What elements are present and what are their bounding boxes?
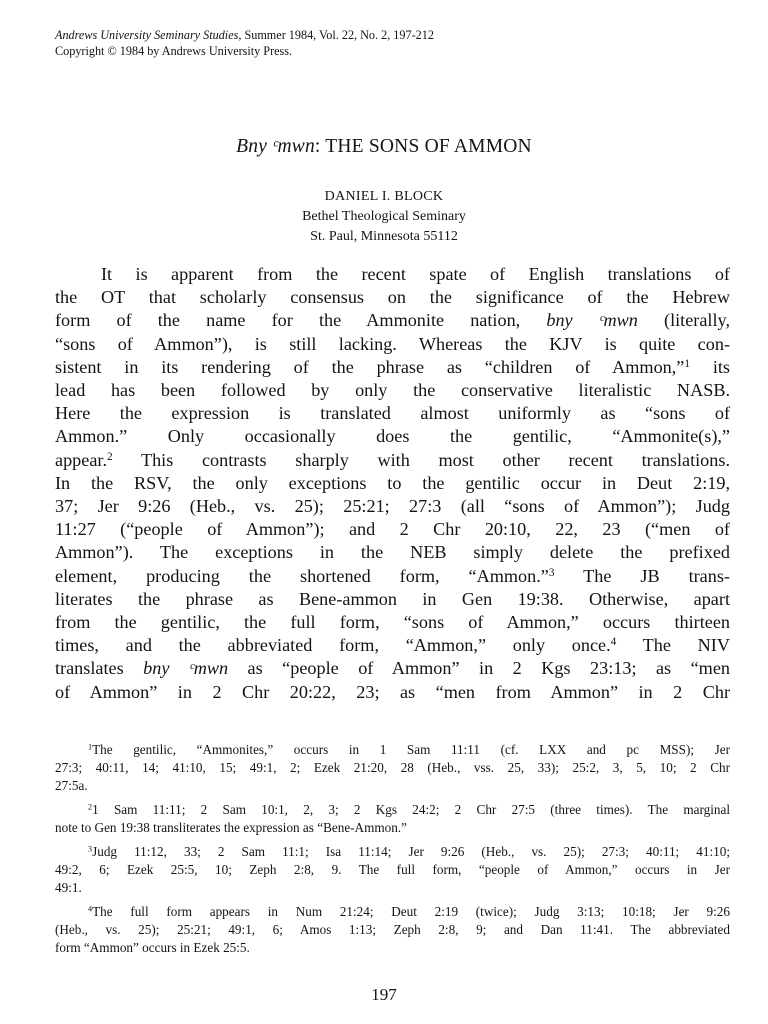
journal-issue: Summer 1984, Vol. 22, No. 2, 197-212 xyxy=(241,28,434,42)
transliteration: bny ᶜmwn xyxy=(546,310,638,331)
footnote-1 xyxy=(55,741,730,795)
body-line: In the RSV, the only exceptions to the gentilic occur in Deut 2:19, xyxy=(55,472,730,493)
footnote-line: (Heb., vs. 25); 25:21; 49:1, 6; Amos 1:13; Zeph 2:8, 9; and Dan 11:41. The abbreviated xyxy=(55,922,730,937)
body-text-run: This contrasts sharply with most other recent translations. xyxy=(112,449,730,470)
footnote-line xyxy=(55,801,730,819)
body-line: Ammon”). The exceptions in the NEB simply delete the prefixed xyxy=(55,542,730,563)
author-name: DANIEL I. BLOCK xyxy=(324,189,444,204)
footnote-number: 1 xyxy=(88,742,93,752)
journal-name: Andrews University Seminary Studies, xyxy=(55,28,242,42)
footnote-text: 1 Sam 11:11; 2 Sam 10:1, 2, 3; 2 Kgs 24:2; 2 Chr 27:5 (three times). The marginal xyxy=(92,802,730,817)
footnote-line: form “Ammon” occurs in Ezek 25:5. xyxy=(55,940,250,955)
footnote-line: 27:5a. xyxy=(55,778,88,793)
footnote-text: The gentilic, “Ammonites,” occurs in 1 Sam 11:11 (cf. LXX and pc MSS); Jer xyxy=(92,742,730,757)
body-line: lead has been followed by only the conservative literalistic NASB. xyxy=(55,380,730,401)
footnote-ref: 2 xyxy=(107,450,113,463)
footnote-line xyxy=(55,741,730,759)
transliteration: bny ᶜmwn xyxy=(143,658,229,679)
article-title xyxy=(0,136,768,158)
body-line: Ammon.” Only occasionally does the gentilic, “Ammonite(s),” xyxy=(55,426,730,447)
body-line: Here the expression is translated almost uniformly as “sons of xyxy=(55,403,730,424)
body-text-run: (literally, xyxy=(637,310,730,331)
body-text-run: The NIV xyxy=(616,635,730,656)
footnote-number: 2 xyxy=(88,802,93,812)
body-text-run: element, producing the shortened form, “Ammon.” xyxy=(55,565,549,586)
page-number: 197 xyxy=(371,985,397,1004)
author-block xyxy=(0,187,768,247)
body-line: literates the phrase as Bene-ammon in Gen 19:38. Otherwise, apart xyxy=(55,588,730,609)
body-text-run: translates xyxy=(55,658,124,679)
body-text-run: sistent in its rendering of the phrase as “children of Ammon,” xyxy=(55,356,685,377)
journal-header xyxy=(55,27,434,59)
footnote-line: 49:1. xyxy=(55,880,82,895)
body-text-run: times, and the abbreviated form, “Ammon,” only once. xyxy=(55,635,611,656)
body-line: 11:27 (“people of Ammon”); and 2 Chr 20:10, 22, 23 (“men of xyxy=(55,519,730,540)
footnote-line: note to Gen 19:38 transliterates the expression as “Bene-Ammon.” xyxy=(55,820,407,835)
body-text-run: form of the name for the Ammonite nation, xyxy=(55,310,521,331)
title-colon: : xyxy=(314,136,326,157)
footnote-3 xyxy=(55,843,730,897)
footnote-line xyxy=(55,843,730,861)
footnote-line xyxy=(55,903,730,921)
footnote-line: 49:2, 6; Ezek 25:5, 10; Zeph 2:8, 9. The full form, “people of Ammon,” occurs in Jer xyxy=(55,862,730,877)
body-text-run: appear. xyxy=(55,449,108,470)
body-text-run: its xyxy=(690,356,731,377)
footnote-number: 4 xyxy=(88,904,93,914)
title-main: THE SONS OF AMMON xyxy=(325,136,532,157)
body-text xyxy=(55,263,730,704)
body-line xyxy=(55,657,730,680)
journal-citation xyxy=(55,27,434,43)
body-line: 37; Jer 9:26 (Heb., vs. 25); 25:21; 27:3 (all “sons of Ammon”); Judg xyxy=(55,496,730,517)
body-text-run: The JB trans- xyxy=(554,565,730,586)
footnote-text: The full form appears in Num 21:24; Deut 2:19 (twice); Judg 3:13; 10:18; Jer 9:26 xyxy=(92,904,730,919)
body-line xyxy=(55,565,730,588)
body-line: It is apparent from the recent spate of English translations of xyxy=(101,264,730,284)
footnote-ref: 1 xyxy=(684,357,691,370)
footnote-number: 3 xyxy=(88,844,93,854)
copyright-line: Copyright © 1984 by Andrews University Press. xyxy=(55,44,293,58)
body-line xyxy=(55,309,730,332)
footnotes xyxy=(55,741,730,963)
body-line: from the gentilic, the full form, “sons of Ammon,” occurs thirteen xyxy=(55,612,730,633)
footnote-line: 27:3; 40:11, 14; 41:10, 15; 49:1, 2; Ezek 21:20, 28 (Heb., vss. 25, 33); 25:2, 3, 5, 10; 2 Chr xyxy=(55,760,730,775)
footnote-text: Judg 11:12, 33; 2 Sam 11:1; Isa 11:14; Jer 9:26 (Heb., vs. 25); 27:3; 40:11; 41:10; xyxy=(92,844,730,859)
body-line xyxy=(55,356,730,379)
footnote-2 xyxy=(55,801,730,837)
body-line: of Ammon” in 2 Chr 20:22, 23; as “men from Ammon” in 2 Chr xyxy=(55,681,730,702)
author-location: St. Paul, Minnesota 55112 xyxy=(310,229,458,244)
title-transliteration: Bny ᶜmwn xyxy=(236,136,315,157)
author-affiliation: Bethel Theological Seminary xyxy=(302,209,466,224)
body-line: the OT that scholarly consensus on the significance of the Hebrew xyxy=(55,287,730,308)
body-line xyxy=(55,634,730,657)
body-line: “sons of Ammon”), is still lacking. Whereas the KJV is quite con- xyxy=(55,333,730,354)
body-line xyxy=(55,449,730,472)
footnote-4 xyxy=(55,903,730,957)
footnote-ref: 3 xyxy=(548,566,555,579)
footnote-ref: 4 xyxy=(610,636,617,649)
body-text-run: as “people of Ammon” in 2 Kgs 23:13; as “men xyxy=(228,658,730,679)
